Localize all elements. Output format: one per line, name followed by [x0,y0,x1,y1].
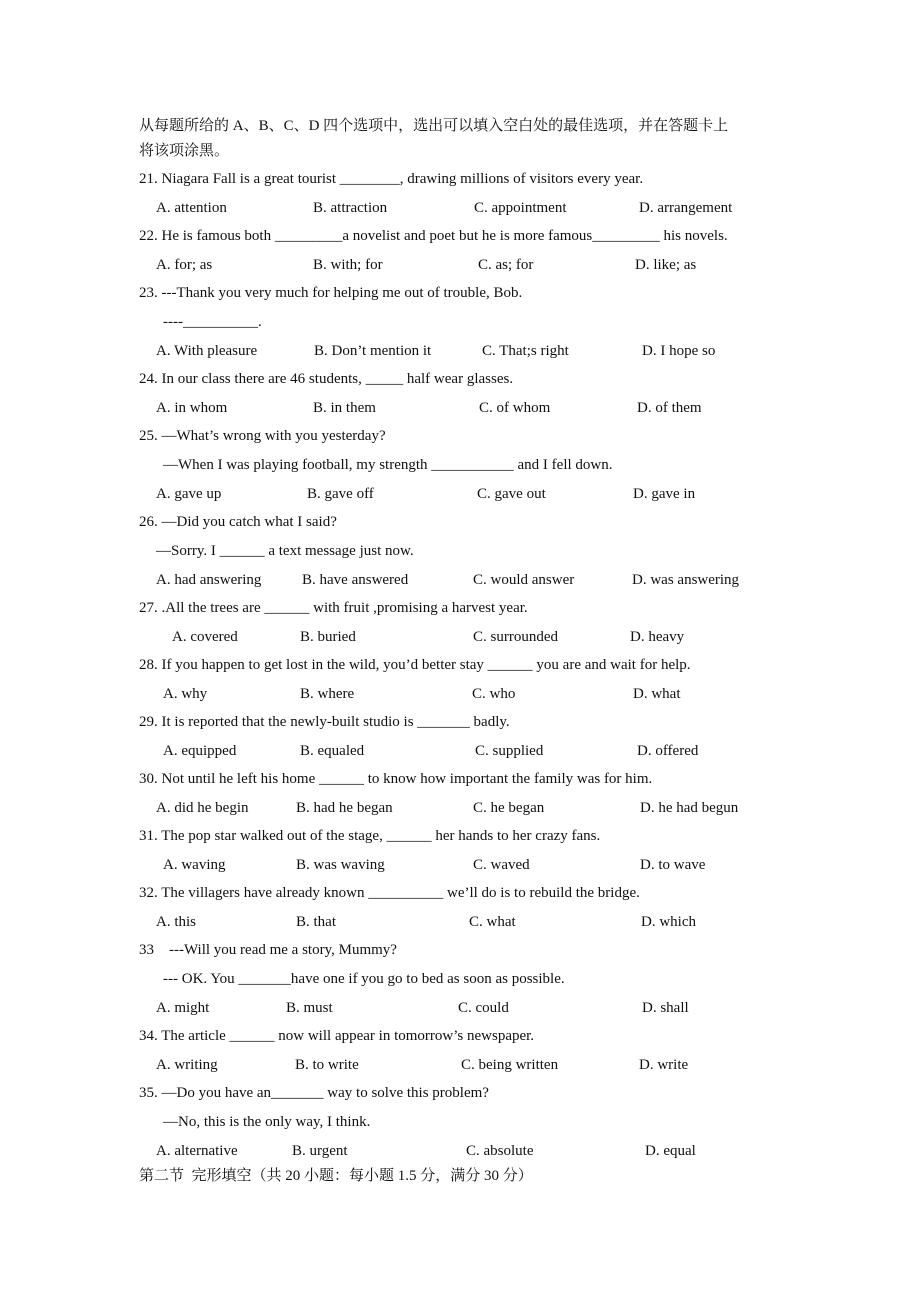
q31-option-b: B. was waving [296,857,385,873]
instructions-line-2: 将该项涂黑。 [139,143,230,159]
question-29-stem: 29. It is reported that the newly-built studio is _______ badly. [139,714,510,730]
q22-option-d: D. like; as [635,257,697,273]
question-35-stem: 35. —Do you have an_______ way to solve this problem? [139,1085,489,1101]
q29-option-b: B. equaled [300,743,365,759]
q28-option-d: D. what [633,686,681,702]
question-26-stem: 26. —Did you catch what I said? [139,514,337,530]
q31-option-a: A. waving [163,857,226,873]
question-28-stem: 28. If you happen to get lost in the wild, you’d better stay ______ you are and wait for help. [139,657,691,673]
q22-option-b: B. with; for [313,257,383,273]
q34-option-b: B. to write [295,1057,359,1073]
q30-option-b: B. had he began [296,800,393,816]
question-35-reply: —No, this is the only way, I think. [163,1114,371,1130]
q32-option-b: B. that [296,914,336,930]
q34-option-d: D. write [639,1057,689,1073]
q27-option-d: D. heavy [630,629,685,645]
q21-option-b: B. attraction [313,200,388,216]
q25-option-d: D. gave in [633,486,696,502]
q28-option-c: C. who [472,686,516,702]
q33-option-b: B. must [286,1000,333,1016]
q21-option-d: D. arrangement [639,200,733,216]
q21-option-c: C. appointment [474,200,567,216]
question-24-stem: 24. In our class there are 46 students, _____ half wear glasses. [139,371,514,387]
q24-option-b: B. in them [313,400,376,416]
question-34-stem: 34. The article ______ now will appear in tomorrow’s newspaper. [139,1028,535,1044]
q34-option-a: A. writing [156,1057,218,1073]
q30-option-a: A. did he begin [156,800,249,816]
q26-option-d: D. was answering [632,572,740,588]
q22-option-a: A. for; as [156,257,213,273]
section-heading: 第二节 完形填空（共 20 小题：每小题 1.5 分，满分 30 分） [139,1168,533,1184]
q23-option-c: C. That;s right [482,343,569,359]
q35-option-a: A. alternative [156,1143,238,1159]
q33-option-a: A. might [156,1000,210,1016]
q28-option-a: A. why [163,686,208,702]
q22-option-c: C. as; for [478,257,534,273]
q23-option-a: A. With pleasure [156,343,258,359]
q32-option-a: A. this [156,914,197,930]
question-32-stem: 32. The villagers have already known __________ we’ll do is to rebuild the bridge. [139,885,640,901]
question-25-stem: 25. —What’s wrong with you yesterday? [139,428,386,444]
q33-option-c: C. could [458,1000,509,1016]
q32-option-c: C. what [469,914,516,930]
q31-option-c: C. waved [473,857,530,873]
question-33-reply: --- OK. You _______have one if you go to bed as soon as possible. [163,971,565,987]
q23-option-d: D. I hope so [642,343,716,359]
q27-option-b: B. buried [300,629,356,645]
q24-option-c: C. of whom [479,400,551,416]
question-26-reply: —Sorry. I ______ a text message just now. [156,543,414,559]
q26-option-b: B. have answered [302,572,409,588]
q29-option-d: D. offered [637,743,699,759]
q25-option-c: C. gave out [477,486,546,502]
q31-option-d: D. to wave [640,857,706,873]
q26-option-a: A. had answering [156,572,262,588]
q34-option-c: C. being written [461,1057,559,1073]
q30-option-d: D. he had begun [640,800,739,816]
q33-option-d: D. shall [642,1000,689,1016]
q24-option-a: A. in whom [156,400,228,416]
q27-option-a: A. covered [172,629,238,645]
q27-option-c: C. surrounded [473,629,558,645]
q35-option-b: B. urgent [292,1143,348,1159]
question-23-reply: ----__________. [163,314,262,330]
q25-option-a: A. gave up [156,486,222,502]
question-31-stem: 31. The pop star walked out of the stage, ______ her hands to her crazy fans. [139,828,601,844]
q29-option-c: C. supplied [475,743,544,759]
q29-option-a: A. equipped [163,743,237,759]
question-25-reply: —When I was playing football, my strength ___________ and I fell down. [163,457,613,473]
question-33-stem: 33 ---Will you read me a story, Mummy? [139,942,397,958]
question-22-stem: 22. He is famous both _________a novelist and poet but he is more famous_________ his novels. [139,228,728,244]
q26-option-c: C. would answer [473,572,575,588]
q28-option-b: B. where [300,686,355,702]
q23-option-b: B. Don’t mention it [314,343,432,359]
q35-option-d: D. equal [645,1143,696,1159]
question-21-stem: 21. Niagara Fall is a great tourist ________, drawing millions of visitors every year. [139,171,644,187]
q35-option-c: C. absolute [466,1143,534,1159]
instructions-line-1: 从每题所给的 A、B、C、D 四个选项中，选出可以填入空白处的最佳选项，并在答题卡上 [139,118,729,134]
question-27-stem: 27. .All the trees are ______ with fruit ,promising a harvest year. [139,600,528,616]
question-23-stem: 23. ---Thank you very much for helping me out of trouble, Bob. [139,285,523,301]
question-30-stem: 30. Not until he left his home ______ to know how important the family was for him. [139,771,653,787]
q21-option-a: A. attention [156,200,227,216]
q25-option-b: B. gave off [307,486,374,502]
q30-option-c: C. he began [473,800,545,816]
q32-option-d: D. which [641,914,696,930]
q24-option-d: D. of them [637,400,702,416]
